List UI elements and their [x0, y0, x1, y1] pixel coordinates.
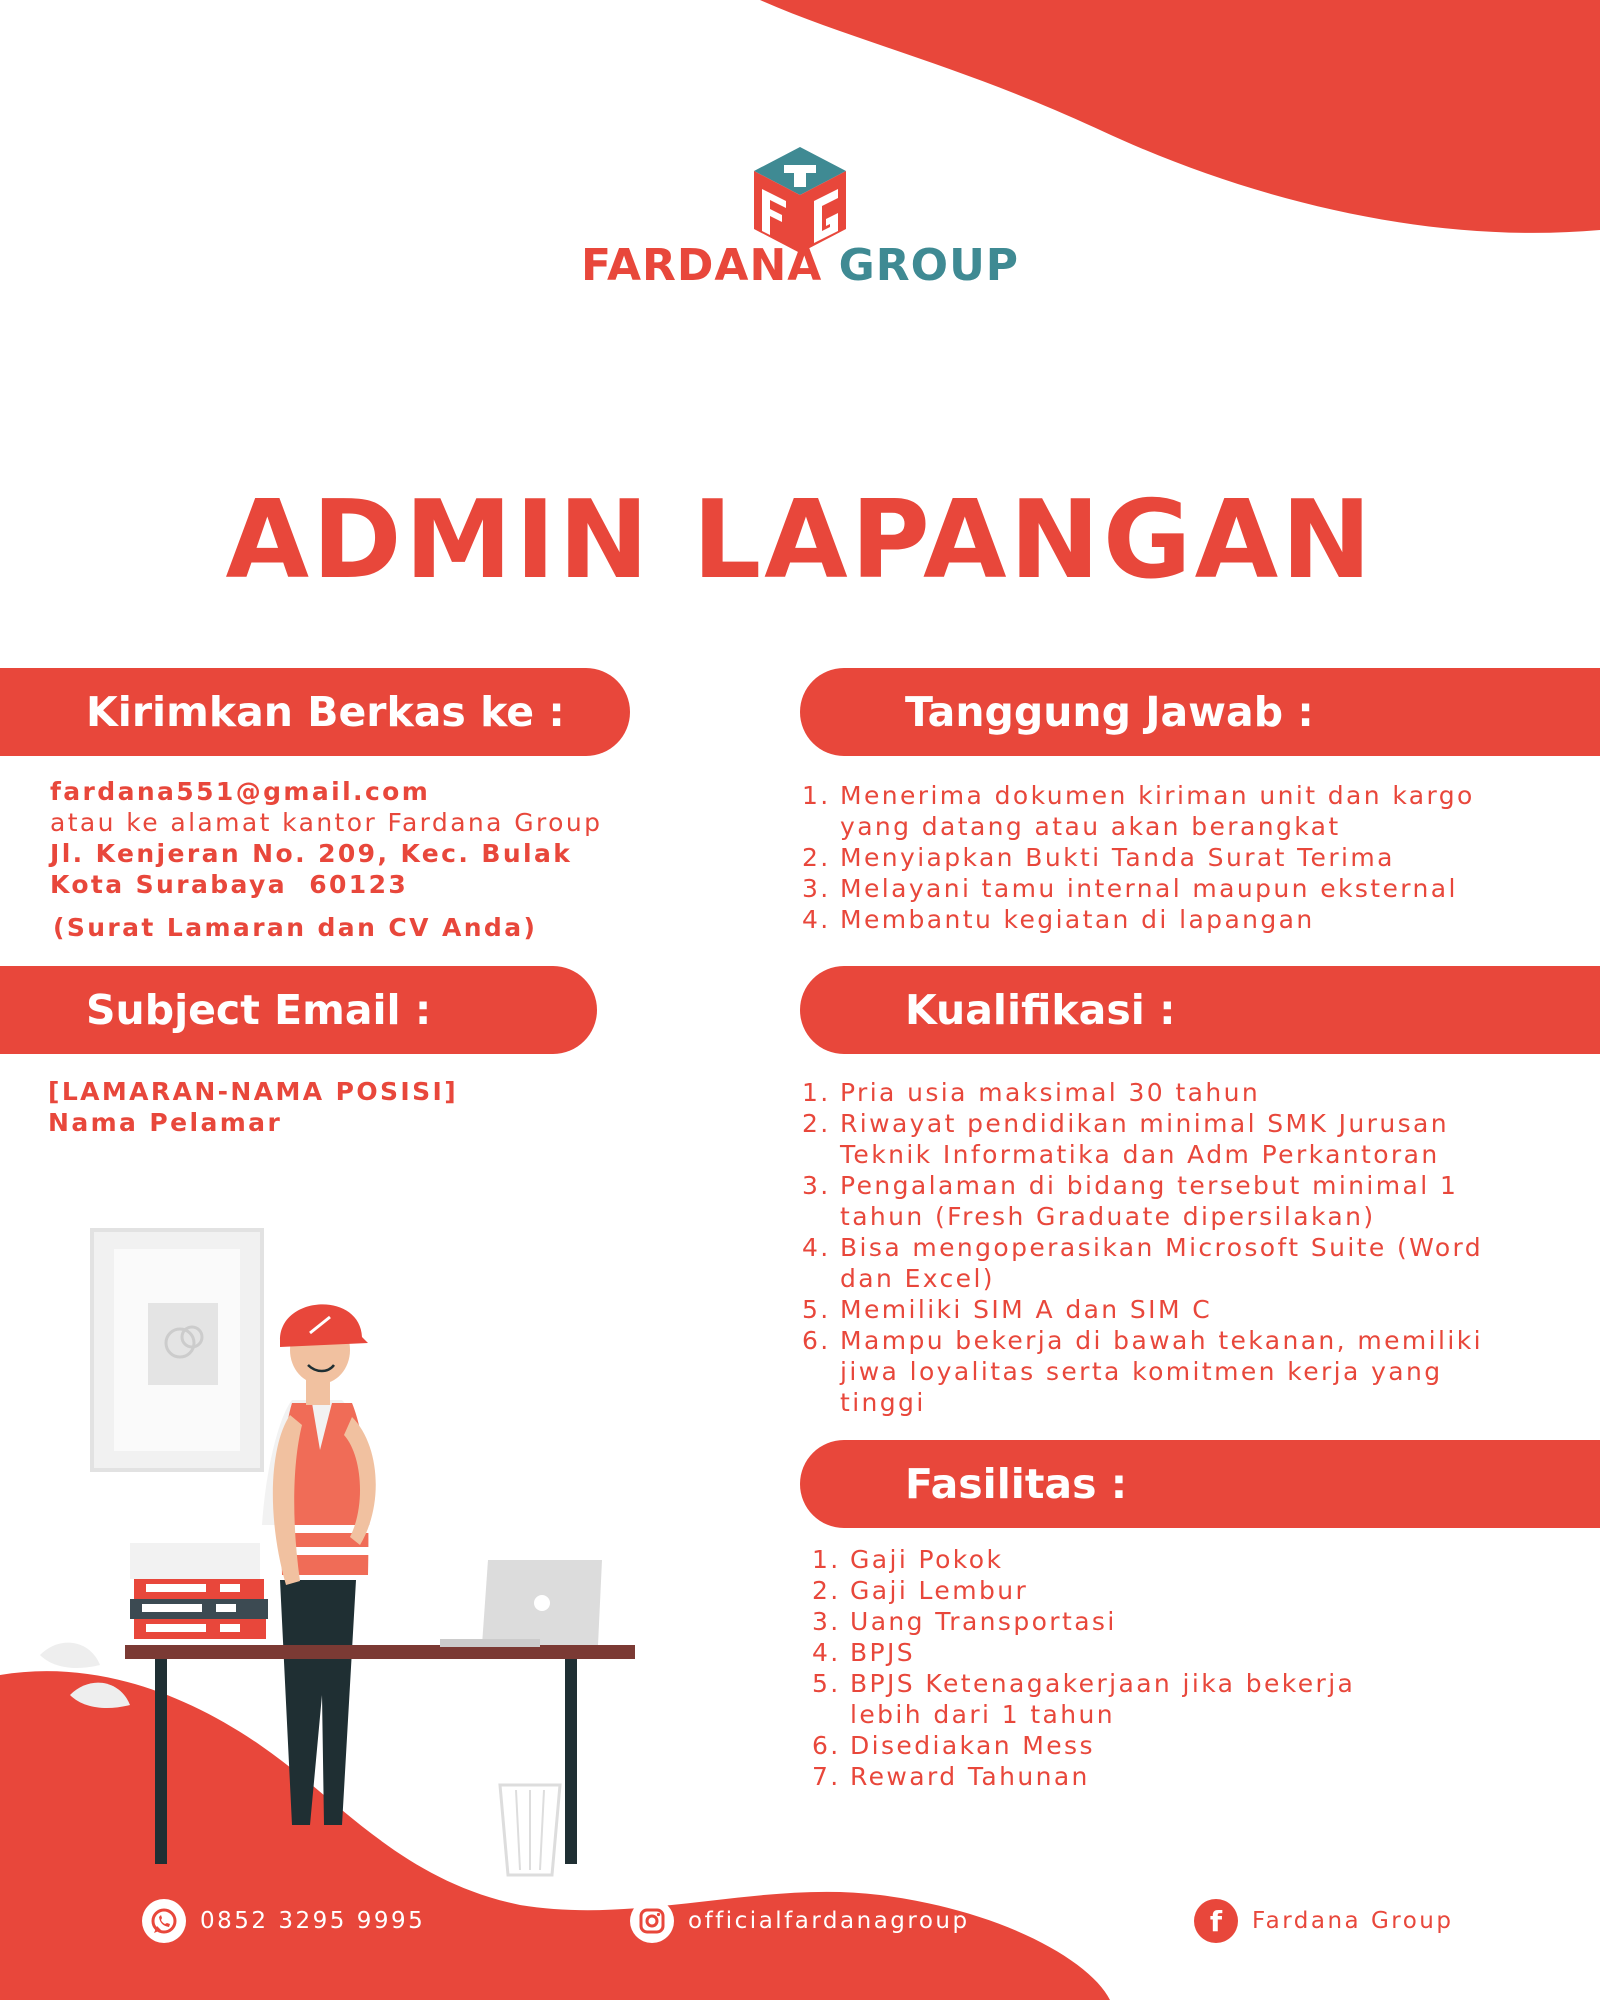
instagram-icon	[630, 1899, 674, 1943]
list-item: 3. Uang Transportasi	[812, 1607, 1117, 1636]
subject-details	[48, 1076, 608, 1138]
qualifications-list	[802, 1077, 1522, 1418]
worker-illustration	[30, 1225, 650, 1885]
list-item: 5. Memiliki SIM A dan SIM C	[802, 1295, 1213, 1324]
send-alt: atau ke alamat kantor Fardana Group	[50, 808, 603, 837]
paper-stack	[130, 1543, 260, 1579]
facilities-list	[812, 1544, 1432, 1792]
facebook-page: Fardana Group	[1252, 1908, 1454, 1934]
footer-phone[interactable]	[142, 1899, 425, 1943]
instagram-handle: officialfardanagroup	[688, 1908, 970, 1934]
send-note: (Surat Lamaran dan CV Anda)	[53, 913, 538, 942]
list-item: 2. Menyiapkan Bukti Tanda Surat Terima	[802, 843, 1395, 872]
list-item: 1. Gaji Pokok	[812, 1545, 1004, 1574]
send-heading	[0, 668, 630, 756]
job-title: ADMIN LAPANGAN	[225, 478, 1375, 603]
send-email: fardana551@gmail.com	[50, 777, 431, 806]
send-address-line1: Jl. Kenjeran No. 209, Kec. Bulak	[50, 839, 573, 868]
hard-hat	[280, 1304, 368, 1347]
brand-part2: GROUP	[838, 240, 1020, 291]
fg-logo	[748, 145, 852, 255]
phone-number: 0852 3295 9995	[200, 1908, 426, 1934]
facilities-heading-label: Fasilitas :	[905, 1460, 1128, 1508]
list-item: 4. BPJS	[812, 1638, 916, 1667]
subject-heading	[0, 966, 597, 1054]
facebook-icon: f	[1194, 1899, 1238, 1943]
whatsapp-icon	[142, 1899, 186, 1943]
facilities-heading	[800, 1440, 1600, 1528]
qualifications-heading-label: Kualifikasi :	[905, 986, 1176, 1034]
list-item: 2. Riwayat pendidikan minimal SMK Jurusan Teknik Informatika dan Adm Perkantoran	[802, 1109, 1449, 1169]
send-address-line2: Kota Surabaya 60123	[50, 870, 409, 899]
duties-heading-label: Tanggung Jawab :	[905, 688, 1314, 736]
subject-line2: Nama Pelamar	[48, 1108, 283, 1137]
send-heading-label: Kirimkan Berkas ke :	[86, 688, 565, 736]
list-item: 4. Membantu kegiatan di lapangan	[802, 905, 1315, 934]
subject-line1: [LAMARAN-NAMA POSISI]	[48, 1077, 459, 1106]
list-item: 1. Pria usia maksimal 30 tahun	[802, 1078, 1261, 1107]
brand-part1: FARDANA	[580, 240, 823, 291]
brand-name	[0, 240, 1600, 291]
list-item: 6. Disediakan Mess	[812, 1731, 1095, 1760]
list-item: 5. BPJS Ketenagakerjaan jika bekerja lebih dari 1 tahun	[812, 1669, 1356, 1729]
footer-instagram[interactable]	[630, 1899, 970, 1943]
footer-facebook[interactable]	[1194, 1899, 1453, 1943]
top-right-wave	[760, 0, 1600, 233]
send-details	[50, 776, 630, 943]
subject-heading-label: Subject Email :	[86, 986, 432, 1034]
duties-heading	[800, 668, 1600, 756]
list-item: 1. Menerima dokumen kiriman unit dan kargo yang datang atau akan berangkat	[802, 781, 1475, 841]
list-item: 7. Reward Tahunan	[812, 1762, 1090, 1791]
list-item: 3. Pengalaman di bidang tersebut minimal 1 tahun (Fresh Graduate dipersilakan)	[802, 1171, 1459, 1231]
list-item: 2. Gaji Lembur	[812, 1576, 1029, 1605]
list-item: 3. Melayani tamu internal maupun eksternal	[802, 874, 1458, 903]
list-item: 6. Mampu bekerja di bawah tekanan, memiliki jiwa loyalitas serta komitmen kerja yang tinggi	[802, 1326, 1483, 1417]
desk-top	[125, 1645, 635, 1659]
duties-list	[802, 780, 1532, 935]
qualifications-heading	[800, 966, 1600, 1054]
list-item: 4. Bisa mengoperasikan Microsoft Suite (Word dan Excel)	[802, 1233, 1484, 1293]
